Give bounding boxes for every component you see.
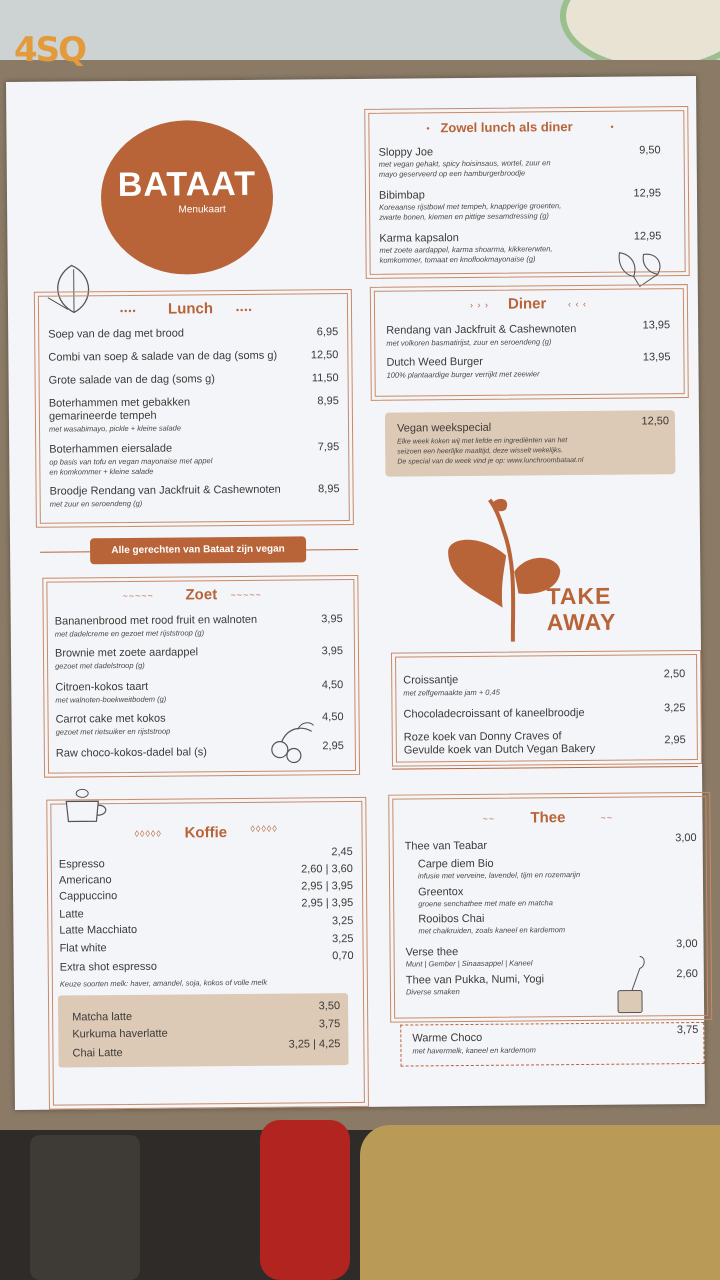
lunch-diner-price: 12,95: [633, 187, 662, 200]
thee-item: Rooibos Chai: [418, 912, 485, 926]
diner-deco-left: › › ›: [469, 299, 490, 310]
lunch-diner-item: Sloppy Joe: [378, 146, 434, 159]
koffie-title: Koffie: [184, 824, 228, 842]
lunch-diner-item: Bibimbap: [378, 189, 425, 202]
lunch-price: 6,95: [316, 326, 339, 339]
lunch-desc: op basis van tofu en vegan mayonaise met appel: [49, 456, 213, 467]
zoet-price: 4,50: [321, 679, 344, 692]
koffie-price: 2,95 | 3,95: [301, 897, 354, 910]
lunch-diner-item: Karma kapsalon: [379, 232, 459, 245]
lunch-diner-deco-left: •: [426, 123, 431, 134]
koffie-item: Latte: [59, 908, 84, 921]
choco-desc: met havermelk, kaneel en kardemom: [412, 1045, 536, 1056]
zoet-price: 3,95: [321, 645, 344, 658]
thee-deco-left: ~~: [482, 813, 496, 824]
lunch-price: 7,95: [317, 441, 340, 454]
lunch-diner-deco-right: •: [610, 121, 615, 132]
koffie-special-item: Kurkuma haverlatte: [72, 1027, 168, 1041]
koffie-price: 3,25: [331, 915, 354, 928]
zoet-item: Citroen-kokos taart: [55, 680, 149, 694]
zoet-desc: gezoet met rietsuiker en rijststroop: [55, 726, 171, 737]
lunch-diner-desc: zwarte bonen, kiemen en pittige sesamdressing (g): [379, 211, 549, 222]
koffie-deco-left: ◊◊◊◊◊: [134, 828, 162, 839]
koffie-deco-right: ◊◊◊◊◊: [250, 823, 278, 834]
zoet-item: Brownie met zoete aardappel: [54, 646, 199, 660]
coffee-cup-icon: [58, 787, 114, 827]
zoet-item: Carrot cake met kokos: [55, 712, 166, 726]
weekspecial-desc: seizoen een heerlijke maaltijd, deze wisselt wekelijks.: [397, 447, 564, 456]
lunch-deco-right: ••••: [235, 304, 253, 316]
koffie-item: Cappuccino: [59, 890, 118, 903]
thee-desc: Diverse smaken: [405, 987, 460, 997]
choco-price: 3,75: [676, 1023, 699, 1037]
logo-subtitle: Menukaart: [178, 204, 226, 216]
koffie-price: 0,70: [332, 949, 354, 963]
takeaway-price: 3,25: [664, 702, 686, 715]
thee-item: Thee van Pukka, Numi, Yogi: [405, 973, 545, 987]
lunch-diner-desc: met vegan gehakt, spicy hoisinsaus, wortel, zuur en: [378, 158, 551, 169]
takeaway-title-line2: AWAY: [546, 608, 617, 636]
koffie-price: 2,45: [331, 846, 353, 859]
koffie-item: Flat white: [59, 942, 107, 955]
lunch-title: Lunch: [167, 300, 214, 318]
zoet-desc: met walnoten-boekweitbodem (g): [55, 694, 167, 705]
takeaway-price: 2,95: [664, 734, 686, 747]
watermark-logo: 4SQ: [14, 30, 86, 70]
lunch-diner-price: 9,50: [639, 144, 661, 157]
lunch-price: 8,95: [318, 483, 340, 496]
teabag-icon: [610, 954, 651, 1016]
thee-price: 3,00: [675, 832, 697, 845]
chair: [360, 1125, 720, 1280]
koffie-special-price: 3,75: [318, 1018, 341, 1031]
lunch-item: Grote salade van de dag (soms g): [48, 373, 215, 387]
lunch-desc: met wasabimayo, pickle + kleine salade: [48, 423, 182, 434]
koffie-item: Extra shot espresso: [59, 960, 157, 974]
weekspecial-desc: De special van de week vind je op: www.lunchroombataat.nl: [397, 456, 584, 466]
leaves-icon: [613, 248, 667, 288]
thee-item: Carpe diem Bio: [417, 857, 494, 871]
lunch-item: Boterhammen met gebakken: [48, 396, 191, 410]
diner-title: Diner: [507, 295, 547, 313]
koffie-item: Americano: [58, 874, 112, 887]
thee-item: Thee van Teabar: [404, 839, 488, 853]
diner-price: 13,95: [642, 351, 671, 364]
lunch-desc: met zuur en seroendeng (g): [49, 498, 143, 509]
bag: [30, 1135, 140, 1280]
thee-item: Verse thee: [405, 946, 459, 959]
koffie-special-price: 3,25 | 4,25: [288, 1038, 341, 1051]
diner-desc: met volkoren basmatirijst, zuur en seroendeng (g): [386, 337, 552, 348]
koffie-item: Espresso: [58, 858, 105, 871]
plant-icon: [442, 495, 563, 644]
koffie-special-item: Matcha latte: [72, 1010, 133, 1024]
thee-deco-right: ~~: [600, 812, 614, 823]
diner-item: Rendang van Jackfruit & Cashewnoten: [386, 323, 577, 337]
lunch-diner-title: Zowel lunch als diner: [440, 119, 573, 136]
takeaway-price: 2,50: [663, 668, 686, 681]
koffie-special-item: Chai Latte: [72, 1047, 123, 1060]
koffie-special-price: 3,50: [318, 1000, 341, 1013]
thee-item: Greentox: [418, 886, 464, 899]
weekspecial-name: Vegan weekspecial: [396, 421, 492, 435]
takeaway-item: Gevulde koek van Dutch Vegan Bakery: [403, 742, 596, 757]
thee-title: Thee: [530, 809, 566, 827]
zoet-price: 3,95: [321, 613, 343, 626]
zoet-desc: gezoet met dadelstroop (g): [55, 660, 145, 671]
koffie-price: 2,60 | 3,60: [301, 863, 353, 876]
takeaway-item: Chocoladecroissant of kaneelbroodje: [403, 706, 585, 721]
thee-price: 2,60: [676, 967, 698, 981]
lunch-diner-desc: komkommer, tomaat en knoflookmayonaise (g): [379, 254, 536, 265]
takeaway-desc: met zelfgemaakte jam + 0,45: [403, 687, 500, 698]
lunch-price: 8,95: [317, 395, 339, 408]
berries-icon: [262, 719, 318, 769]
diner-deco-right: ‹ ‹ ‹: [567, 298, 588, 310]
lunch-diner-price: 12,95: [633, 230, 662, 243]
zoet-deco-right: ~~~~~: [230, 589, 262, 601]
koffie-price: 2,95 | 3,95: [301, 880, 354, 893]
zoet-desc: met dadelcreme en gezoet met rijststroop (g): [54, 628, 205, 639]
lunch-deco-left: ••••: [119, 305, 137, 317]
weekspecial-price: 12,50: [641, 415, 670, 428]
lunch-price: 11,50: [311, 372, 339, 385]
zoet-item: Bananenbrood met rood fruit en walnoten: [54, 613, 258, 628]
vegan-banner: Alle gerechten van Bataat zijn vegan: [90, 536, 306, 564]
koffie-price: 3,25: [332, 933, 354, 946]
lunch-desc: en komkommer + kleine salade: [49, 466, 154, 477]
lunch-item: Combi van soep & salade van de dag (soms g): [48, 349, 278, 364]
diner-item: Dutch Weed Burger: [386, 355, 483, 369]
lunch-item: gemarineerde tempeh: [48, 409, 157, 423]
menu-card: [6, 76, 705, 1110]
logo: [100, 120, 273, 275]
takeaway-divider: [392, 766, 698, 770]
lunch-diner-desc: met zoete aardappel, karma shoarma, kikkererwten,: [379, 244, 553, 255]
zoet-price: 2,95: [322, 740, 344, 753]
lunch-item: Boterhammen eiersalade: [49, 442, 173, 456]
takeaway-title: TAKE: [546, 582, 612, 610]
diner-price: 13,95: [642, 319, 671, 332]
weekspecial-desc: Elke week koken wij met liefde en ingrediënten van het: [397, 437, 568, 446]
thee-desc: infusie met verveine, lavendel, tijm en rozemarijn: [417, 870, 581, 881]
thee-price: 3,00: [676, 937, 698, 951]
koffie-milk-note: Keuze soorten melk: haver, amandel, soja, kokos of volle melk: [59, 977, 268, 989]
diner-desc: 100% plantaardige burger verrijkt met zeewier: [386, 369, 540, 380]
red-shoe: [260, 1120, 350, 1280]
zoet-price: 4,50: [322, 711, 344, 724]
zoet-item: Raw choco-kokos-dadel bal (s): [55, 746, 207, 760]
choco-name: Warme Choco: [412, 1031, 483, 1045]
zoet-deco-left: ~~~~~: [122, 590, 154, 602]
lunch-diner-desc: mayo geserveerd op een hamburgerbroodje: [378, 168, 526, 179]
thee-desc: groene senchathee met mate en matcha: [418, 898, 553, 909]
lunch-diner-desc: Koreaanse rijstbowl met tempeh, knapperige groenten,: [379, 201, 562, 212]
logo-name: BATAAT: [117, 164, 257, 205]
lunch-item: Soep van de dag met brood: [48, 327, 185, 341]
takeaway-item: Roze koek van Donny Craves of: [403, 730, 562, 744]
thee-desc: met chaikruiden, zoals kaneel en kardemom: [418, 925, 566, 936]
thee-desc: Munt | Gember | Sinaasappel | Kaneel: [405, 958, 533, 969]
koffie-item: Latte Macchiato: [59, 923, 138, 937]
lunch-price: 12,50: [310, 349, 339, 362]
takeaway-item: Croissantje: [403, 674, 459, 687]
zoet-title: Zoet: [185, 586, 218, 604]
lunch-item: Broodje Rendang van Jackfruit & Cashewnoten: [49, 483, 281, 498]
